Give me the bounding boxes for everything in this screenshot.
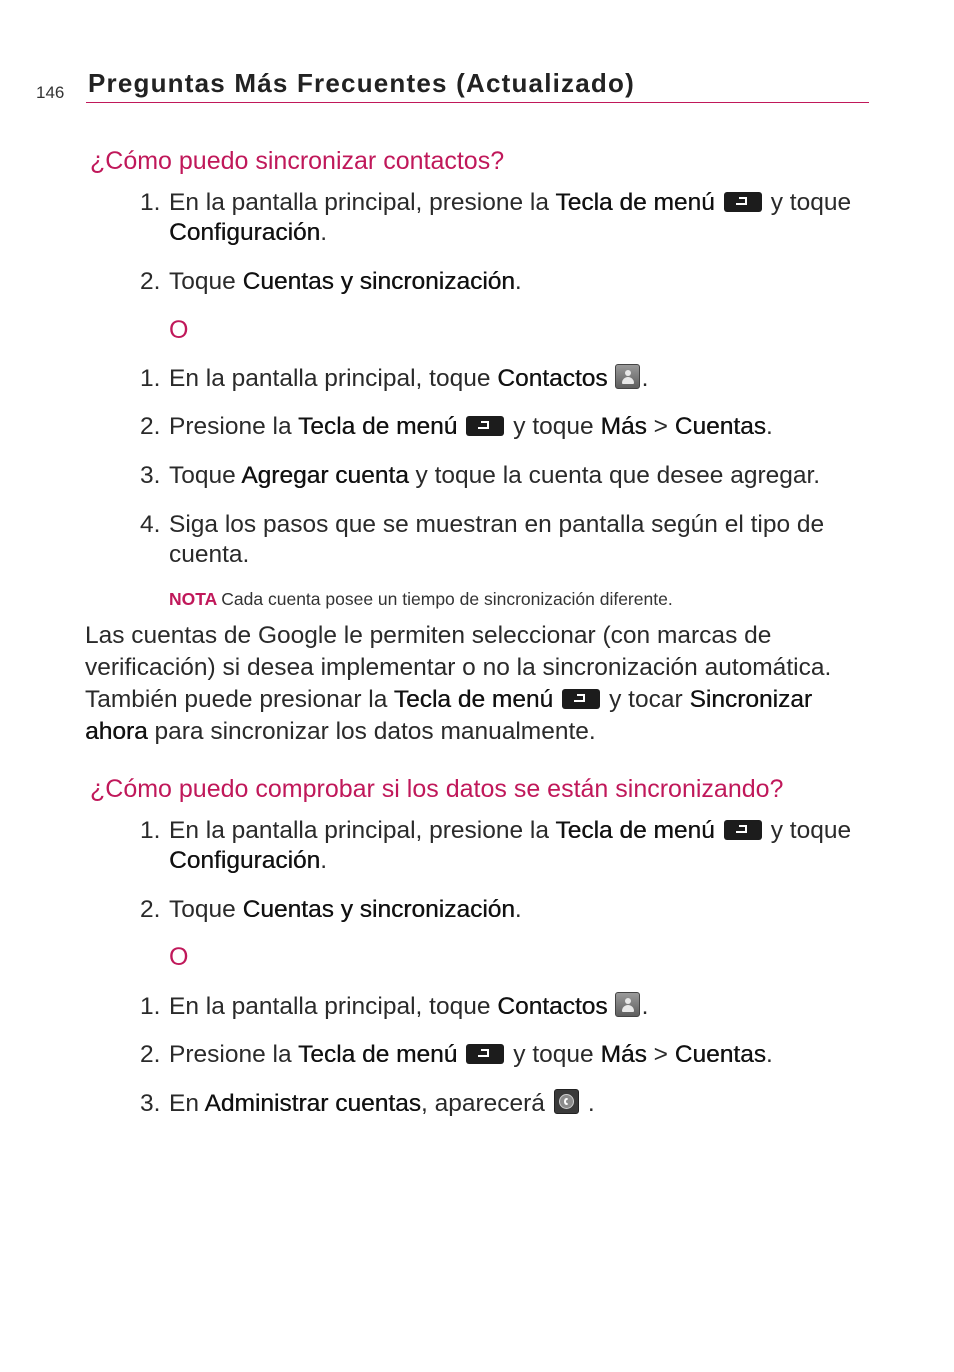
step-text: y toque (770, 817, 852, 844)
more-label: Más (600, 1041, 647, 1068)
section-title-check-sync: ¿Cómo puedo comprobar si los datos se están sincronizando? (90, 775, 784, 803)
note-label: NOTA (169, 589, 218, 609)
note (169, 589, 673, 610)
contacts-icon (615, 992, 640, 1017)
page-number: 146 (36, 83, 65, 102)
step-text: y toque (513, 1041, 601, 1068)
settings-label: Configuración (169, 219, 321, 246)
or-separator: O (169, 943, 189, 971)
menu-key-icon (466, 416, 504, 436)
punctuation: . (514, 896, 522, 923)
contacts-icon (615, 364, 640, 389)
menu-key-label: Tecla de menú (297, 413, 458, 440)
step-item (140, 1040, 865, 1070)
step-text: y toque la cuenta que desee agregar. (408, 462, 821, 489)
contacts-label: Contactos (497, 993, 608, 1020)
menu-key-label: Tecla de menú (555, 189, 715, 216)
step-number: 3. (140, 462, 161, 489)
step-text: Presione la (169, 413, 298, 440)
settings-label: Configuración (169, 847, 321, 874)
step-item (140, 510, 865, 570)
accounts-label: Cuentas (674, 1041, 766, 1068)
step-text: Toque (169, 462, 242, 489)
menu-key-icon (466, 1044, 504, 1064)
separator-text: > (646, 413, 675, 440)
step-text: En la pantalla principal, presione la (169, 817, 556, 844)
step-number: 1. (140, 993, 161, 1020)
step-number: 2. (140, 1041, 161, 1068)
step-text: En la pantalla principal, toque (169, 365, 498, 392)
step-item (140, 412, 865, 442)
accounts-sync-label: Cuentas y sincronización (242, 268, 515, 295)
or-separator: O (169, 316, 189, 344)
step-item (140, 1089, 865, 1119)
step-text: Toque (169, 268, 243, 295)
step-item (140, 188, 865, 248)
step-number: 2. (140, 896, 161, 923)
menu-key-label: Tecla de menú (555, 817, 715, 844)
step-text: Toque (169, 896, 243, 923)
step-text: y toque (770, 189, 852, 216)
step-item (140, 364, 865, 394)
step-text: En la pantalla principal, presione la (169, 189, 556, 216)
punctuation: . (765, 1041, 773, 1068)
more-label: Más (600, 413, 647, 440)
menu-key-label: Tecla de menú (393, 686, 554, 713)
paragraph-text: para sincronizar los datos manualmente. (147, 718, 596, 745)
punctuation: . (587, 1090, 595, 1117)
step-text: , aparecerá (420, 1090, 545, 1117)
paragraph-text: y tocar (609, 686, 690, 713)
punctuation: . (641, 993, 649, 1020)
step-text: Presione la (169, 1041, 298, 1068)
paragraph-text: Las cuentas de Google le permiten seleccionar (con marcas de verificación) si desea implementar o no la sincronización automática. También puede presionar la (85, 622, 832, 713)
punctuation: . (641, 365, 649, 392)
step-text: En (169, 1090, 205, 1117)
contacts-label: Contactos (497, 365, 608, 392)
step-text: En la pantalla principal, toque (169, 993, 498, 1020)
menu-key-icon (724, 820, 762, 840)
punctuation: . (320, 219, 327, 246)
note-text: Cada cuenta posee un tiempo de sincronización diferente. (221, 589, 673, 609)
step-number: 2. (140, 268, 161, 295)
step-item (140, 461, 865, 491)
step-item (140, 895, 865, 925)
step-text: y toque (513, 413, 601, 440)
punctuation: . (320, 847, 327, 874)
step-item (140, 992, 865, 1022)
step-text: Siga los pasos que se muestran en pantalla según el tipo de cuenta. (169, 511, 825, 568)
step-number: 2. (140, 413, 161, 440)
header-rule (86, 102, 869, 103)
step-number: 1. (140, 817, 161, 844)
accounts-label: Cuentas (674, 413, 766, 440)
punctuation: . (765, 413, 773, 440)
step-item (140, 816, 865, 876)
page-header-title: Preguntas Más Frecuentes (Actualizado) (88, 68, 635, 98)
body-paragraph (85, 620, 875, 748)
accounts-sync-label: Cuentas y sincronización (242, 896, 515, 923)
step-number: 3. (140, 1090, 161, 1117)
sync-icon (554, 1089, 579, 1114)
step-number: 1. (140, 365, 161, 392)
punctuation: . (514, 268, 522, 295)
step-item (140, 267, 865, 297)
section-title-sync-contacts: ¿Cómo puedo sincronizar contactos? (90, 147, 505, 175)
sync-now-label: Sincronizar ahora (85, 686, 812, 745)
menu-key-icon (724, 192, 762, 212)
manage-accounts-label: Administrar cuentas (204, 1090, 421, 1117)
add-account-label: Agregar cuenta (241, 462, 409, 489)
menu-key-label: Tecla de menú (297, 1041, 458, 1068)
menu-key-icon (562, 689, 600, 709)
separator-text: > (646, 1041, 675, 1068)
step-number: 1. (140, 189, 161, 216)
step-number: 4. (140, 511, 161, 538)
